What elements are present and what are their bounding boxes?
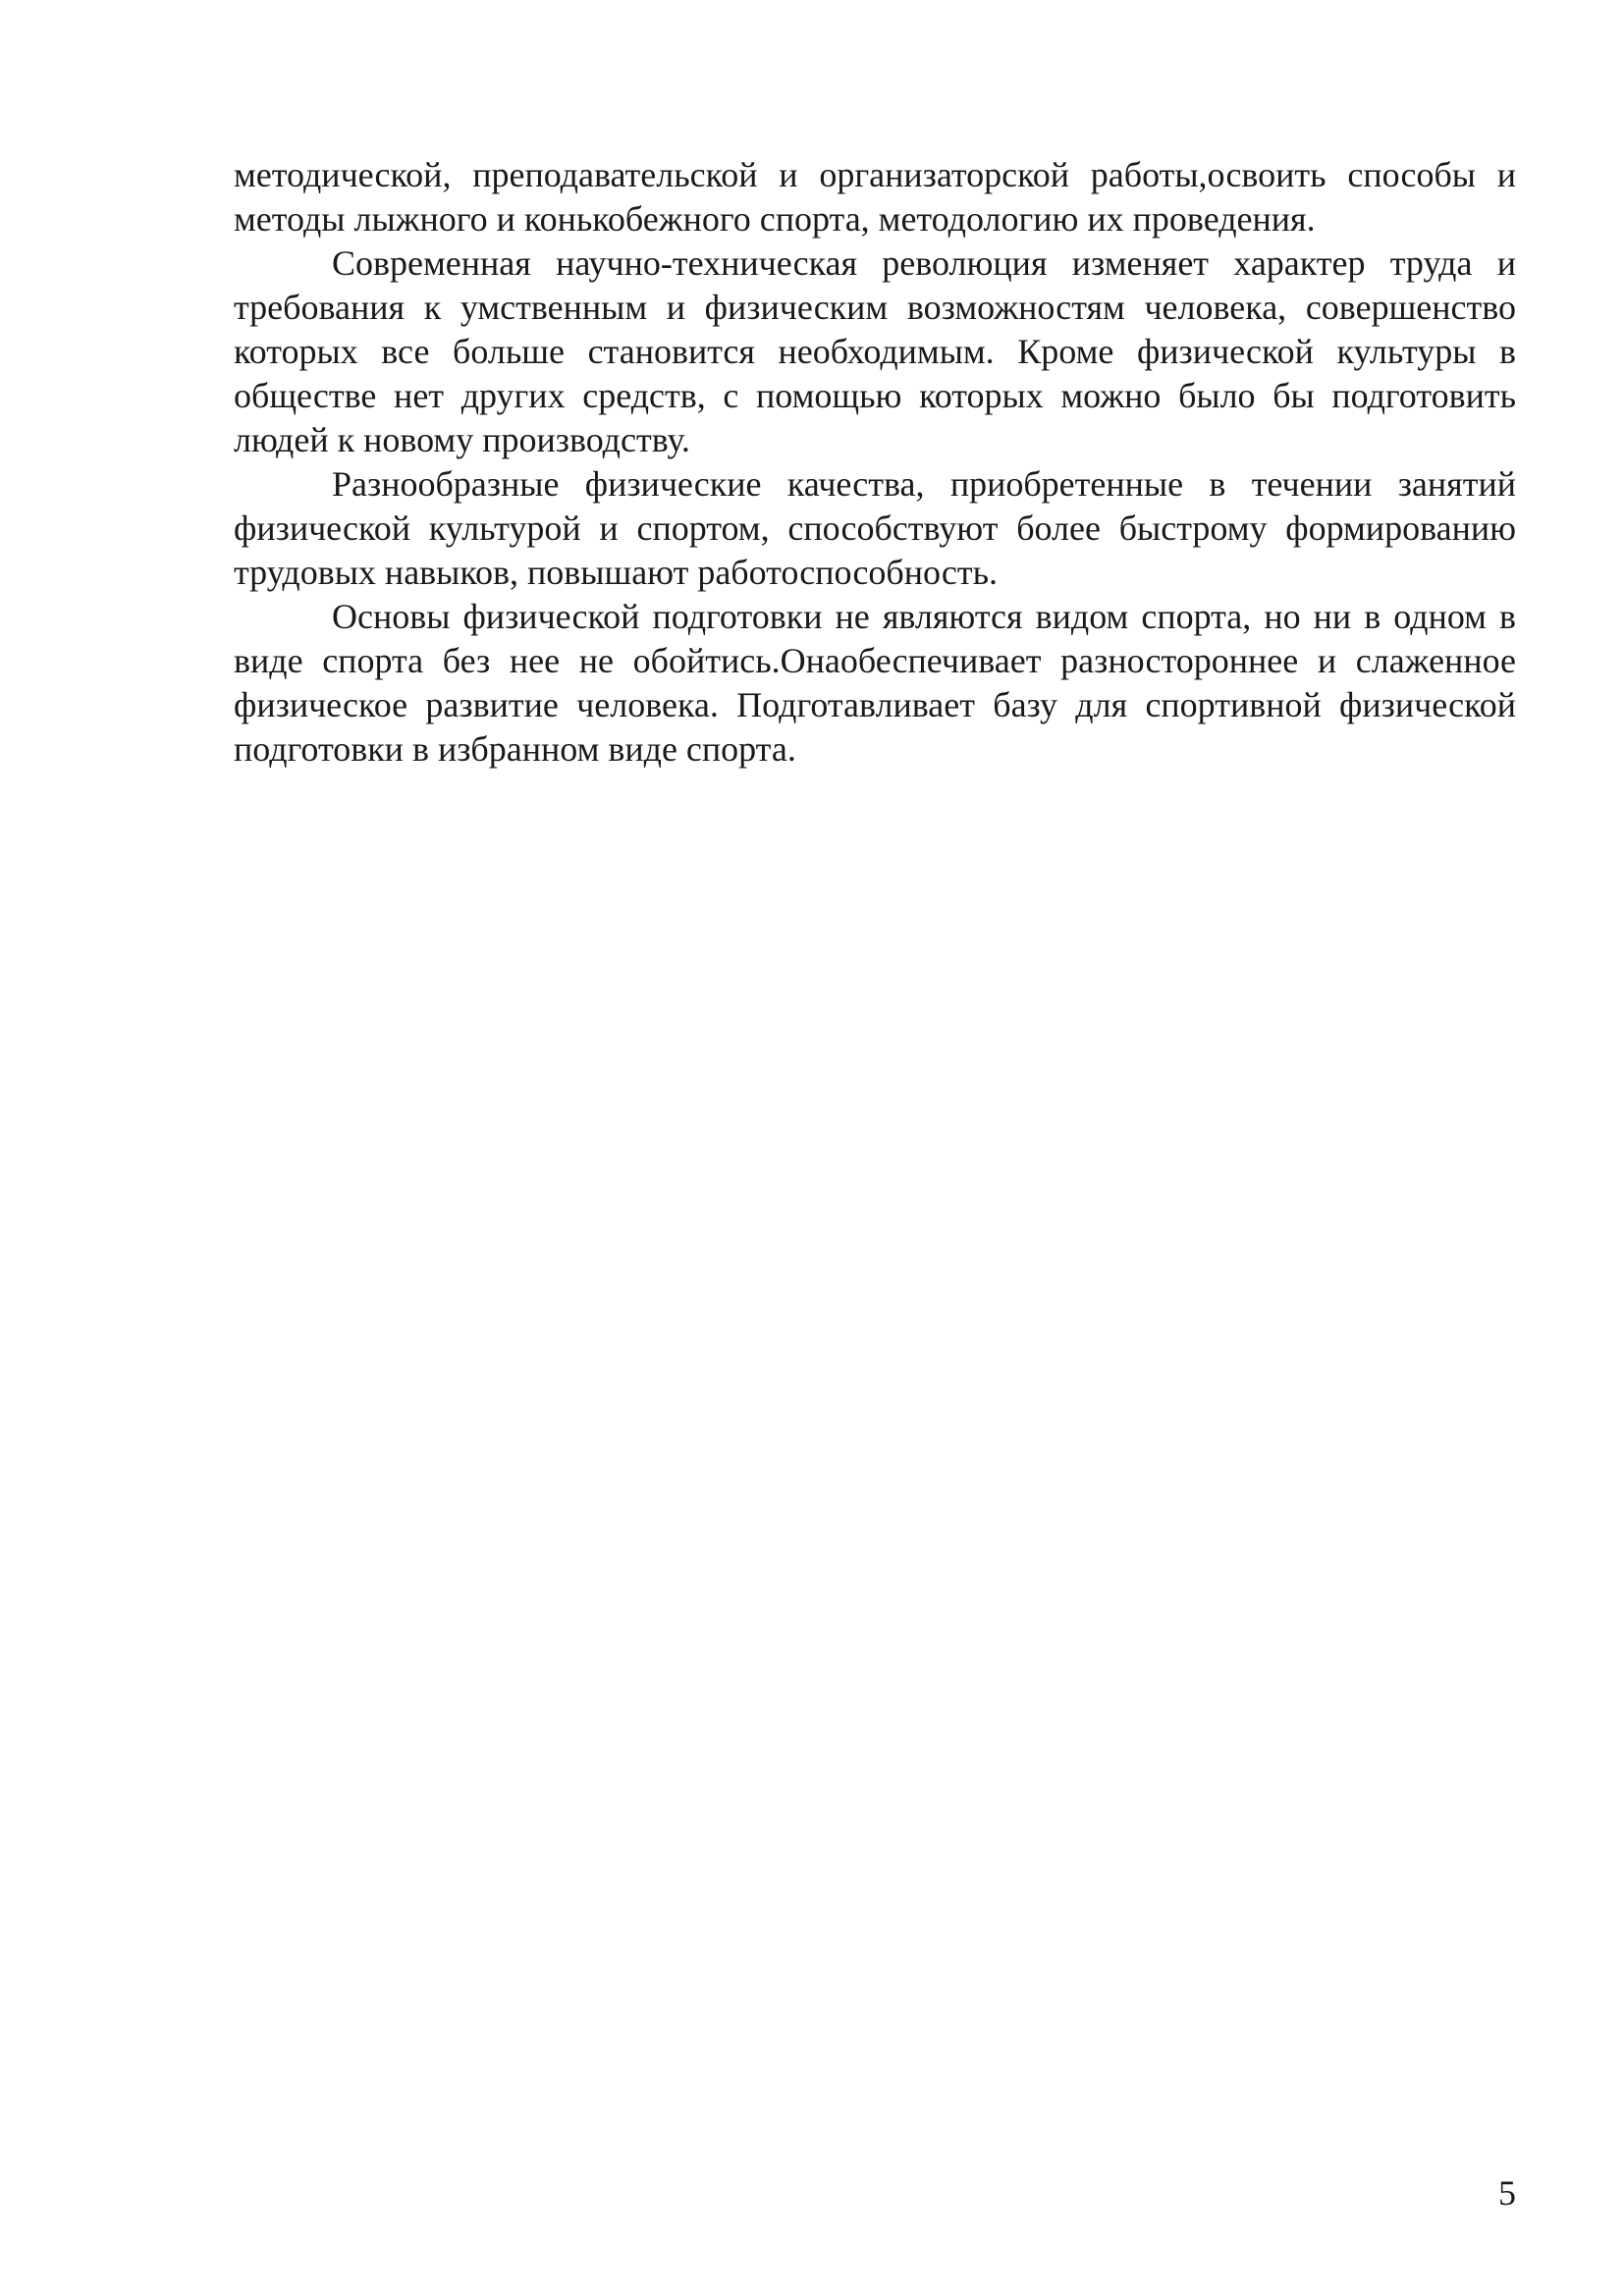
paragraph-continuation: методической, преподавательской и организаторской работы,освоить способы и методы лыжного и конькобежного спорта, методологию их проведения. bbox=[234, 155, 1516, 239]
paragraph-scientific-revolution: Современная научно-техническая революция изменяет характер труда и требования к умственным и физическим возможностям человека, совершенство которых все больше становится необходимым. Кроме физической культуры в обществе нет других средств, с помощью которых можно было бы подготовить людей к новому производству. bbox=[234, 243, 1516, 459]
paragraph-physical-qualities: Разнообразные физические качества, приобретенные в течении занятий физической культурой и спортом, способствуют более быстрому формированию трудовых навыков, повышают работоспособность. bbox=[234, 464, 1516, 592]
paragraph-physical-training-basics: Основы физической подготовки не являются видом спорта, но ни в одном в виде спорта без нее не обойтись.Онаобеспечивает разностороннее и слаженное физическое развитие человека. Подготавливает базу для спортивной физической подготовки в избранном виде спорта. bbox=[234, 597, 1516, 769]
page-body bbox=[234, 153, 1516, 772]
page-number: 5 bbox=[1498, 2173, 1516, 2213]
